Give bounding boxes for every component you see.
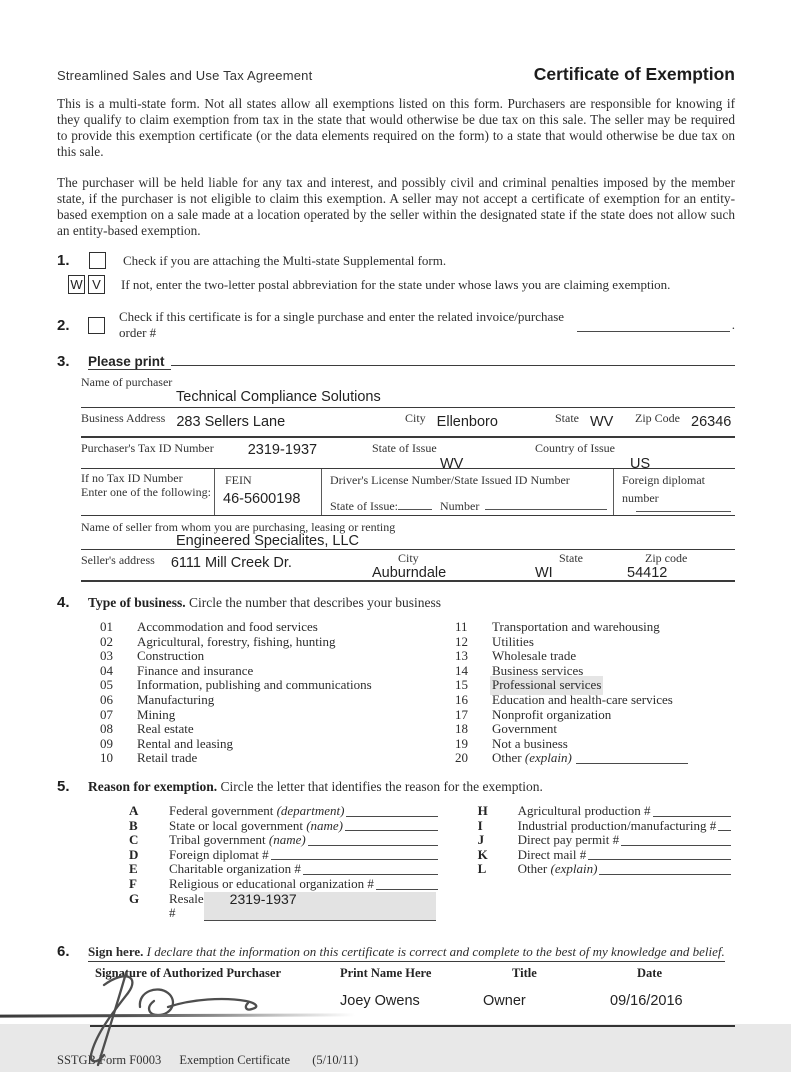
business-type-item [455,737,735,752]
resale-number-value: 2319-1937 [204,892,436,921]
state-of-issue-label: State of Issue [372,441,437,455]
other-explain-field [576,751,688,764]
business-type-code: 17 [455,706,468,722]
exemption-reason-field [653,804,731,817]
section-1-number: 1. [57,252,70,269]
seller-address-value: 6111 Mill Creek Dr. [170,555,292,571]
business-type-label: Not a business [492,735,568,751]
single-purchase-label: Check if this certificate is for a single purchase and enter the related invoice/purchase order # [119,309,565,340]
business-type-label-italic: (explain) [524,750,572,766]
business-address-value: 283 Sellers Lane [176,414,286,430]
purchaser-name-row [81,371,735,408]
state-value: WV [590,414,614,430]
country-of-issue-value: US [630,456,651,472]
business-type-code: 04 [100,662,113,678]
exemption-reason-letter: F [129,875,137,891]
handwritten-signature [74,967,284,1072]
section-2 [57,309,735,341]
business-type-item [455,649,735,664]
business-type-item [455,635,735,650]
business-type-label: Rental and leasing [137,735,234,751]
exemption-reason-label: State or local government [169,817,307,833]
section-3-number: 3. [57,353,70,370]
other-explain-field [339,635,451,648]
business-type-label: Retail trade [137,750,198,766]
exemption-reason-label: Resale # [169,890,204,921]
declaration-text: I declare that the information on this certificate is correct and complete to the best of my knowledge and belief. [143,943,725,959]
invoice-number-field [577,318,730,332]
other-explain-field [198,722,310,735]
exemption-reason-letter: B [129,817,138,833]
seller-zip-value: 54412 [627,565,668,581]
other-explain-field [376,678,455,691]
form-name: Exemption Certificate [179,1052,291,1067]
business-type-item [455,693,735,708]
exemption-reason-item [129,848,466,863]
no-tax-id-label-line2: Enter one of the following: [81,485,211,499]
exemption-reason-field [376,877,438,890]
other-explain-field [561,722,673,735]
exemption-reason-field [599,862,731,875]
business-type-label: Utilities [492,633,534,649]
seller-city-label: City [398,551,419,565]
exemption-reason-letter: E [129,861,138,877]
exemption-reason-field [718,819,731,832]
business-type-code: 18 [455,721,468,737]
exemption-reason-item [478,804,735,819]
intro-paragraph-1: This is a multi-state form. Not all states allow all exemptions listed on this form. Purchasers are responsible for knowing if they qualify to claim exemption from tax in the state that would otherwise be due tax on this sale. The seller may be required to provide this exemption certificate (or the data elements required on the form) to a state that would otherwise be due tax on this sale. [57,96,735,159]
business-type-label: Mining [137,706,176,722]
fein-label: FEIN [225,473,252,487]
sign-here-title: Sign here. [88,943,144,959]
license-state-of-issue-label: State of Issue: [330,499,398,513]
exemption-reason-letter: G [129,890,140,906]
exemption-reason-label: Other [517,861,551,877]
business-type-item [455,722,735,737]
exemption-reason-letter: H [477,802,488,818]
business-type-code: 07 [100,706,113,722]
section-5-number: 5. [57,777,70,795]
business-type-label: Finance and insurance [137,662,254,678]
business-address-label: Business Address [81,411,166,425]
exemption-reason-label: Direct pay permit # [517,832,620,848]
signature-header: Signature of Authorized Purchaser [95,965,281,980]
license-number-field [485,499,607,510]
exemption-reason-letter: C [129,832,139,848]
exemption-reason-letter: I [477,817,483,833]
exemption-reason-label: Foreign diplomat # [169,846,269,862]
section-6-number: 6. [57,942,70,960]
exemption-reason-label: Federal government [169,802,277,818]
business-type-item [100,678,455,693]
other-explain-field [201,751,313,764]
business-type-label: Accommodation and food services [137,619,318,634]
business-type-item [100,693,455,708]
zip-label: Zip Code [635,411,680,425]
business-type-code: 02 [100,633,113,649]
business-type-item [100,751,455,766]
seller-name-value: Engineered Specialites, LLC [176,533,359,549]
exemption-reason-label-italic: (name) [268,832,306,848]
business-type-item [455,664,735,679]
exemption-reason-field [271,848,438,861]
form-header [57,64,735,85]
exemption-reason-list [129,804,735,921]
business-type-label: Other [492,750,525,766]
foreign-diplomat-field [636,503,731,512]
exemption-reason-item [478,833,735,848]
business-type-code: 15 [455,677,468,693]
seller-name-label: Name of seller from whom you are purchasing, leasing or renting [81,520,396,534]
seller-zip-label: Zip code [645,551,688,565]
business-type-label: Construction [137,648,205,664]
drivers-license-label: Driver's License Number/State Issued ID Number [330,473,570,487]
business-type-item [100,708,455,723]
business-type-label: Real estate [137,721,194,737]
seller-name-row [81,516,735,550]
business-type-code: 01 [100,619,113,634]
agreement-name: Streamlined Sales and Use Tax Agreement [57,68,313,83]
business-type-item [100,737,455,752]
business-type-code: 06 [100,691,113,707]
type-of-business-title: Type of business. [88,595,186,610]
business-type-code: 05 [100,677,113,693]
other-explain-field [615,708,727,721]
business-type-label: Education and health-care services [492,691,673,707]
country-of-issue-label: Country of Issue [535,441,615,455]
business-type-label: Government [492,721,557,737]
other-explain-field [218,693,330,706]
other-explain-field [587,664,699,677]
exemption-reason-label: Direct mail # [517,846,587,862]
business-type-item [100,635,455,650]
multistate-supplemental-checkbox [89,252,106,269]
business-type-label: Agricultural, forestry, fishing, hunting [137,633,336,649]
business-type-item [455,620,735,635]
form-content [57,64,735,1068]
exemption-reason-label-italic: (department) [276,802,345,818]
exemption-reason-letter: K [477,846,488,862]
business-type-item [455,678,735,693]
exemption-reason-label-italic: (name) [306,817,344,833]
business-type-item [100,649,455,664]
license-state-field [398,499,432,510]
exemption-reason-field [303,862,438,875]
exemption-reason-item [129,819,466,834]
zip-value: 26346 [691,414,732,430]
exemption-reason-label: Agricultural production # [517,802,651,818]
other-explain-field [677,693,735,706]
business-type-code: 12 [455,633,468,649]
print-name-value: Joey Owens [340,992,420,1009]
purchaser-info-table [81,371,735,582]
seller-city-value: Auburndale [372,565,447,581]
other-explain-field [605,678,717,691]
exemption-reason-field [588,848,731,861]
exemption-reason-column-right [478,804,735,921]
section-4 [57,594,735,766]
seller-state-value: WI [535,565,553,581]
license-number-label: Number [440,499,480,513]
business-address-row [81,408,735,438]
business-type-item [455,751,735,766]
state-letter-box-1: W [68,275,85,294]
exemption-reason-item [129,892,466,921]
intro-paragraph-2: The purchaser will be held liable for any tax and interest, and possibly civil and criminal penalties imposed by the member state, if the purchaser is not eligible to claim this exemption. A seller may not accept a certificate of exemption for an entity-based exemption on a sale made at a location operated by the seller within the designated state if the state does not allow such an entity-based exemption. [57,175,735,238]
business-type-label: Transportation and warehousing [492,619,660,634]
signature-row [90,981,735,1027]
print-name-header: Print Name Here [340,965,432,980]
exemption-reason-letter: J [477,832,485,848]
city-value: Ellenboro [436,414,498,430]
exemption-reason-field [345,819,438,832]
tax-id-row [81,438,735,472]
state-abbreviation-label: If not, enter the two-letter postal abbreviation for the state under whose laws you are claiming exemption. [121,276,671,292]
business-type-label: Business services [492,662,584,678]
exemption-reason-label: Industrial production/manufacturing # [517,817,717,833]
exemption-reason-item [129,862,466,877]
please-print-label: Please print [88,354,171,370]
purchaser-name-value: Technical Compliance Solutions [176,389,381,405]
tax-id-label: Purchaser's Tax ID Number [81,441,214,455]
business-type-label: Professional services [492,677,602,693]
exemption-reason-letter: L [477,861,487,877]
other-explain-field [538,635,650,648]
business-type-label: Information, publishing and communications [137,677,372,693]
state-letter-box-2: V [88,275,105,294]
exemption-reason-label: Tribal government [169,832,269,848]
business-type-label: Wholesale trade [492,648,577,664]
business-type-label: Nonprofit organization [492,706,612,722]
exemption-reason-field [346,804,437,817]
exemption-reason-item [478,862,735,877]
no-tax-id-label-line1: If no Tax ID Number [81,471,183,485]
date-header: Date [637,965,662,980]
seller-address-label: Seller's address [81,553,155,567]
exemption-reason-label: Charitable organization # [169,861,301,877]
business-type-code: 19 [455,735,468,751]
other-explain-field [237,737,349,750]
business-type-label: Manufacturing [137,691,215,707]
exemption-reason-letter: A [129,802,139,818]
business-type-item [100,620,455,635]
type-of-business-instruction: Circle the number that describes your business [185,595,441,610]
exemption-reason-item [129,804,466,819]
business-type-item [100,664,455,679]
exemption-reason-label-italic: (explain) [550,861,598,877]
business-type-item [100,722,455,737]
other-explain-field [208,649,320,662]
seller-address-row [81,550,735,582]
state-label: State [555,411,579,425]
exemption-reason-label: Religious or educational organization # [169,875,374,891]
exemption-reason-item [129,833,466,848]
business-type-code: 03 [100,648,113,664]
seller-state-label: State [559,551,583,565]
reason-for-exemption-title: Reason for exemption. [88,778,218,794]
page-title: Certificate of Exemption [533,64,735,84]
business-type-code: 16 [455,691,468,707]
purchaser-name-label: Name of purchaser [81,375,173,389]
exemption-reason-item [129,877,466,892]
exemption-reason-item [478,819,735,834]
other-explain-field [257,664,369,677]
reason-for-exemption-instruction: Circle the letter that identifies the reason for the exemption. [217,778,543,794]
rule [171,351,735,366]
business-type-list [100,620,735,766]
section-3 [57,351,735,582]
other-explain-field [572,737,684,750]
exemption-reason-field [308,833,438,846]
exemption-reason-column-left [129,804,466,921]
form-revision: (5/10/11) [312,1052,359,1067]
business-type-item [455,708,735,723]
single-purchase-checkbox [88,317,105,334]
other-explain-field [322,620,434,633]
business-type-code: 10 [100,750,113,766]
section-4-number: 4. [57,594,70,611]
exemption-reason-item [478,848,735,863]
other-explain-field [664,620,735,633]
city-label: City [405,411,426,425]
alternate-id-row [81,469,735,516]
fein-value: 46-5600198 [223,491,301,507]
business-type-column-left [100,620,455,766]
title-header: Title [512,965,537,980]
business-type-code: 08 [100,721,113,737]
period: . [731,317,735,332]
state-of-issue-value: WV [440,456,464,472]
business-type-code: 20 [455,750,468,766]
business-type-code: 13 [455,648,468,664]
title-value: Owner [483,992,526,1009]
form-number: SSTGB Form F0003 [57,1052,162,1067]
exemption-reason-letter: D [129,846,139,862]
business-type-column-right [455,620,735,766]
section-5 [57,778,735,921]
other-explain-field [580,649,692,662]
business-type-code: 09 [100,735,113,751]
exemption-reason-field [621,833,731,846]
tax-id-value: 2319-1937 [247,442,318,458]
foreign-diplomat-label: Foreign diplomat number [622,473,705,505]
business-type-code: 11 [455,619,468,634]
business-type-code: 14 [455,662,468,678]
section-1 [57,252,735,294]
other-explain-field [179,708,291,721]
multistate-supplemental-label: Check if you are attaching the Multi-state Supplemental form. [123,252,447,268]
date-value: 09/16/2016 [610,992,683,1009]
section-2-number: 2. [57,316,70,334]
